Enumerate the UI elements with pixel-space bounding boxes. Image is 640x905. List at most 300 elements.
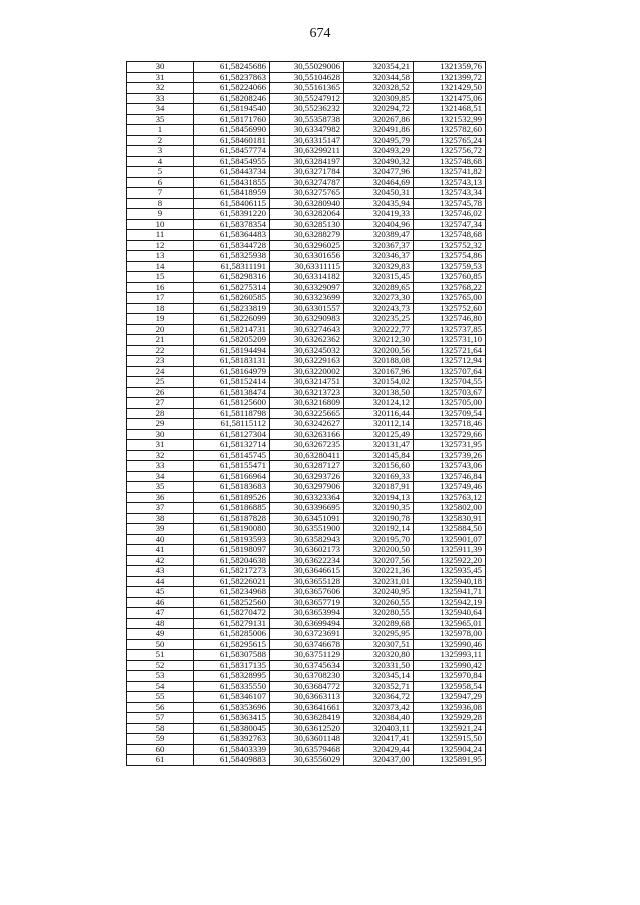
point-number-cell: 48 — [127, 618, 194, 629]
longitude-cell: 30,63723691 — [270, 629, 344, 640]
table-row — [127, 114, 486, 125]
x-coordinate-cell: 320495,79 — [344, 135, 414, 146]
longitude-cell: 30,63263166 — [270, 429, 344, 440]
latitude-cell: 61,58344728 — [194, 240, 270, 251]
point-number-cell: 51 — [127, 650, 194, 661]
y-coordinate-cell: 1325911,39 — [414, 545, 486, 556]
table-row — [127, 639, 486, 650]
x-coordinate-cell: 320429,44 — [344, 744, 414, 755]
latitude-cell: 61,58406115 — [194, 198, 270, 209]
table-row — [127, 156, 486, 167]
point-number-cell: 25 — [127, 377, 194, 388]
point-number-cell: 5 — [127, 167, 194, 178]
table-row — [127, 314, 486, 325]
table-row — [127, 471, 486, 482]
latitude-cell: 61,58443734 — [194, 167, 270, 178]
longitude-cell: 30,63262362 — [270, 335, 344, 346]
longitude-cell: 30,63242627 — [270, 419, 344, 430]
y-coordinate-cell: 1325746,84 — [414, 471, 486, 482]
x-coordinate-cell: 320367,37 — [344, 240, 414, 251]
longitude-cell: 30,55358738 — [270, 114, 344, 125]
longitude-cell: 30,63213723 — [270, 387, 344, 398]
latitude-cell: 61,58183683 — [194, 482, 270, 493]
x-coordinate-cell: 320240,95 — [344, 587, 414, 598]
longitude-cell: 30,63347982 — [270, 125, 344, 136]
y-coordinate-cell: 1325768,22 — [414, 282, 486, 293]
y-coordinate-cell: 1321475,06 — [414, 93, 486, 104]
latitude-cell: 61,58378354 — [194, 219, 270, 230]
latitude-cell: 61,58270472 — [194, 608, 270, 619]
point-number-cell: 46 — [127, 597, 194, 608]
longitude-cell: 30,63746678 — [270, 639, 344, 650]
point-number-cell: 57 — [127, 713, 194, 724]
x-coordinate-cell: 320491,86 — [344, 125, 414, 136]
x-coordinate-cell: 320435,94 — [344, 198, 414, 209]
x-coordinate-cell: 320131,47 — [344, 440, 414, 451]
table-row — [127, 429, 486, 440]
table-row — [127, 198, 486, 209]
latitude-cell: 61,58311191 — [194, 261, 270, 272]
latitude-cell: 61,58190080 — [194, 524, 270, 535]
longitude-cell: 30,55029006 — [270, 62, 344, 73]
point-number-cell: 22 — [127, 345, 194, 356]
x-coordinate-cell: 320477,96 — [344, 167, 414, 178]
longitude-cell: 30,63214751 — [270, 377, 344, 388]
page-number: 674 — [309, 26, 331, 41]
y-coordinate-cell: 1325707,64 — [414, 366, 486, 377]
latitude-cell: 61,58226021 — [194, 576, 270, 587]
longitude-cell: 30,63301557 — [270, 303, 344, 314]
table-row — [127, 702, 486, 713]
table-row — [127, 671, 486, 682]
latitude-cell: 61,58346107 — [194, 692, 270, 703]
longitude-cell: 30,63314182 — [270, 272, 344, 283]
table-row — [127, 335, 486, 346]
latitude-cell: 61,58460181 — [194, 135, 270, 146]
point-number-cell: 61 — [127, 755, 194, 766]
longitude-cell: 30,63708230 — [270, 671, 344, 682]
point-number-cell: 2 — [127, 135, 194, 146]
table-row — [127, 188, 486, 199]
point-number-cell: 15 — [127, 272, 194, 283]
point-number-cell: 13 — [127, 251, 194, 262]
longitude-cell: 30,63628419 — [270, 713, 344, 724]
longitude-cell: 30,63225665 — [270, 408, 344, 419]
table-row — [127, 62, 486, 73]
longitude-cell: 30,63657719 — [270, 597, 344, 608]
y-coordinate-cell: 1325721,64 — [414, 345, 486, 356]
point-number-cell: 49 — [127, 629, 194, 640]
longitude-cell: 30,63288279 — [270, 230, 344, 241]
latitude-cell: 61,58166964 — [194, 471, 270, 482]
y-coordinate-cell: 1321532,99 — [414, 114, 486, 125]
point-number-cell: 28 — [127, 408, 194, 419]
y-coordinate-cell: 1325749,46 — [414, 482, 486, 493]
point-number-cell: 38 — [127, 513, 194, 524]
y-coordinate-cell: 1325752,32 — [414, 240, 486, 251]
point-number-cell: 41 — [127, 545, 194, 556]
longitude-cell: 30,63556029 — [270, 755, 344, 766]
point-number-cell: 33 — [127, 93, 194, 104]
table-row — [127, 450, 486, 461]
latitude-cell: 61,58307588 — [194, 650, 270, 661]
point-number-cell: 32 — [127, 450, 194, 461]
table-row — [127, 755, 486, 766]
table-row — [127, 377, 486, 388]
x-coordinate-cell: 320373,42 — [344, 702, 414, 713]
point-number-cell: 59 — [127, 734, 194, 745]
x-coordinate-cell: 320289,65 — [344, 282, 414, 293]
longitude-cell: 30,63451091 — [270, 513, 344, 524]
longitude-cell: 30,63282064 — [270, 209, 344, 220]
x-coordinate-cell: 320307,51 — [344, 639, 414, 650]
point-number-cell: 8 — [127, 198, 194, 209]
point-number-cell: 43 — [127, 566, 194, 577]
table-row — [127, 251, 486, 262]
longitude-cell: 30,63699494 — [270, 618, 344, 629]
latitude-cell: 61,58431855 — [194, 177, 270, 188]
y-coordinate-cell: 1325921,24 — [414, 723, 486, 734]
table-row — [127, 566, 486, 577]
latitude-cell: 61,58127304 — [194, 429, 270, 440]
point-number-cell: 35 — [127, 114, 194, 125]
longitude-cell: 30,63646615 — [270, 566, 344, 577]
y-coordinate-cell: 1325712,94 — [414, 356, 486, 367]
y-coordinate-cell: 1325743,06 — [414, 461, 486, 472]
x-coordinate-cell: 320331,50 — [344, 660, 414, 671]
longitude-cell: 30,55161365 — [270, 83, 344, 94]
table-row — [127, 93, 486, 104]
y-coordinate-cell: 1325703,67 — [414, 387, 486, 398]
latitude-cell: 61,58403339 — [194, 744, 270, 755]
table-row — [127, 293, 486, 304]
y-coordinate-cell: 1321468,51 — [414, 104, 486, 115]
table-row — [127, 513, 486, 524]
longitude-cell: 30,63582943 — [270, 534, 344, 545]
latitude-cell: 61,58234968 — [194, 587, 270, 598]
latitude-cell: 61,58224066 — [194, 83, 270, 94]
latitude-cell: 61,58118798 — [194, 408, 270, 419]
latitude-cell: 61,58171760 — [194, 114, 270, 125]
x-coordinate-cell: 320195,70 — [344, 534, 414, 545]
coordinates-table — [126, 61, 486, 766]
y-coordinate-cell: 1325940,18 — [414, 576, 486, 587]
longitude-cell: 30,63216809 — [270, 398, 344, 409]
table-row — [127, 440, 486, 451]
point-number-cell: 37 — [127, 503, 194, 514]
latitude-cell: 61,58138474 — [194, 387, 270, 398]
longitude-cell: 30,63293726 — [270, 471, 344, 482]
table-row — [127, 482, 486, 493]
point-number-cell: 35 — [127, 482, 194, 493]
table-row — [127, 209, 486, 220]
y-coordinate-cell: 1325940,64 — [414, 608, 486, 619]
y-coordinate-cell: 1325709,54 — [414, 408, 486, 419]
x-coordinate-cell: 320464,69 — [344, 177, 414, 188]
y-coordinate-cell: 1325748,68 — [414, 156, 486, 167]
point-number-cell: 4 — [127, 156, 194, 167]
table-row — [127, 503, 486, 514]
point-number-cell: 58 — [127, 723, 194, 734]
x-coordinate-cell: 320187,91 — [344, 482, 414, 493]
y-coordinate-cell: 1325891,95 — [414, 755, 486, 766]
latitude-cell: 61,58187828 — [194, 513, 270, 524]
x-coordinate-cell: 320294,72 — [344, 104, 414, 115]
table-row — [127, 104, 486, 115]
x-coordinate-cell: 320212,30 — [344, 335, 414, 346]
longitude-cell: 30,63311115 — [270, 261, 344, 272]
table-row — [127, 597, 486, 608]
latitude-cell: 61,58285006 — [194, 629, 270, 640]
longitude-cell: 30,63601148 — [270, 734, 344, 745]
point-number-cell: 29 — [127, 419, 194, 430]
y-coordinate-cell: 1325752,60 — [414, 303, 486, 314]
point-number-cell: 40 — [127, 534, 194, 545]
longitude-cell: 30,63301656 — [270, 251, 344, 262]
latitude-cell: 61,58186885 — [194, 503, 270, 514]
point-number-cell: 34 — [127, 471, 194, 482]
point-number-cell: 3 — [127, 146, 194, 157]
longitude-cell: 30,63274643 — [270, 324, 344, 335]
y-coordinate-cell: 1325990,46 — [414, 639, 486, 650]
longitude-cell: 30,63285130 — [270, 219, 344, 230]
longitude-cell: 30,63296025 — [270, 240, 344, 251]
latitude-cell: 61,58325938 — [194, 251, 270, 262]
y-coordinate-cell: 1325782,60 — [414, 125, 486, 136]
longitude-cell: 30,63280940 — [270, 198, 344, 209]
x-coordinate-cell: 320280,55 — [344, 608, 414, 619]
table-row — [127, 219, 486, 230]
longitude-cell: 30,63551900 — [270, 524, 344, 535]
x-coordinate-cell: 320344,58 — [344, 72, 414, 83]
point-number-cell: 50 — [127, 639, 194, 650]
longitude-cell: 30,63655128 — [270, 576, 344, 587]
x-coordinate-cell: 320231,01 — [344, 576, 414, 587]
latitude-cell: 61,58295615 — [194, 639, 270, 650]
table-row — [127, 734, 486, 745]
x-coordinate-cell: 320352,71 — [344, 681, 414, 692]
point-number-cell: 10 — [127, 219, 194, 230]
longitude-cell: 30,63267235 — [270, 440, 344, 451]
point-number-cell: 55 — [127, 692, 194, 703]
x-coordinate-cell: 320260,55 — [344, 597, 414, 608]
x-coordinate-cell: 320354,21 — [344, 62, 414, 73]
point-number-cell: 53 — [127, 671, 194, 682]
longitude-cell: 30,63684772 — [270, 681, 344, 692]
table-row — [127, 650, 486, 661]
x-coordinate-cell: 320192,14 — [344, 524, 414, 535]
table-row — [127, 324, 486, 335]
x-coordinate-cell: 320289,68 — [344, 618, 414, 629]
latitude-cell: 61,58217273 — [194, 566, 270, 577]
y-coordinate-cell: 1325743,34 — [414, 188, 486, 199]
table-row — [127, 408, 486, 419]
x-coordinate-cell: 320403,11 — [344, 723, 414, 734]
point-number-cell: 16 — [127, 282, 194, 293]
x-coordinate-cell: 320145,84 — [344, 450, 414, 461]
y-coordinate-cell: 1325739,26 — [414, 450, 486, 461]
table-row — [127, 230, 486, 241]
latitude-cell: 61,58233819 — [194, 303, 270, 314]
point-number-cell: 23 — [127, 356, 194, 367]
y-coordinate-cell: 1325765,24 — [414, 135, 486, 146]
latitude-cell: 61,58194494 — [194, 345, 270, 356]
table-row — [127, 167, 486, 178]
y-coordinate-cell: 1325705,00 — [414, 398, 486, 409]
y-coordinate-cell: 1325754,86 — [414, 251, 486, 262]
x-coordinate-cell: 320384,40 — [344, 713, 414, 724]
table-row — [127, 629, 486, 640]
longitude-cell: 30,63315147 — [270, 135, 344, 146]
table-row — [127, 608, 486, 619]
latitude-cell: 61,58328995 — [194, 671, 270, 682]
x-coordinate-cell: 320364,72 — [344, 692, 414, 703]
point-number-cell: 39 — [127, 524, 194, 535]
point-number-cell: 56 — [127, 702, 194, 713]
longitude-cell: 30,63663113 — [270, 692, 344, 703]
y-coordinate-cell: 1325958,54 — [414, 681, 486, 692]
point-number-cell: 27 — [127, 398, 194, 409]
x-coordinate-cell: 320200,56 — [344, 345, 414, 356]
point-number-cell: 33 — [127, 461, 194, 472]
latitude-cell: 61,58208246 — [194, 93, 270, 104]
y-coordinate-cell: 1325745,78 — [414, 198, 486, 209]
table-row — [127, 345, 486, 356]
x-coordinate-cell: 320125,49 — [344, 429, 414, 440]
x-coordinate-cell: 320328,52 — [344, 83, 414, 94]
longitude-cell: 30,63275765 — [270, 188, 344, 199]
point-number-cell: 21 — [127, 335, 194, 346]
table-row — [127, 419, 486, 430]
table-row — [127, 744, 486, 755]
y-coordinate-cell: 1325746,80 — [414, 314, 486, 325]
x-coordinate-cell: 320221,36 — [344, 566, 414, 577]
latitude-cell: 61,58237863 — [194, 72, 270, 83]
y-coordinate-cell: 1325935,45 — [414, 566, 486, 577]
x-coordinate-cell: 320167,96 — [344, 366, 414, 377]
point-number-cell: 7 — [127, 188, 194, 199]
y-coordinate-cell: 1325746,02 — [414, 209, 486, 220]
table-row — [127, 398, 486, 409]
point-number-cell: 30 — [127, 62, 194, 73]
latitude-cell: 61,58456990 — [194, 125, 270, 136]
latitude-cell: 61,58226099 — [194, 314, 270, 325]
longitude-cell: 30,63745634 — [270, 660, 344, 671]
latitude-cell: 61,58380045 — [194, 723, 270, 734]
y-coordinate-cell: 1325704,55 — [414, 377, 486, 388]
latitude-cell: 61,58363415 — [194, 713, 270, 724]
x-coordinate-cell: 320404,96 — [344, 219, 414, 230]
y-coordinate-cell: 1325747,34 — [414, 219, 486, 230]
x-coordinate-cell: 320112,14 — [344, 419, 414, 430]
longitude-cell: 30,63329097 — [270, 282, 344, 293]
y-coordinate-cell: 1325731,95 — [414, 440, 486, 451]
point-number-cell: 42 — [127, 555, 194, 566]
table-row — [127, 272, 486, 283]
y-coordinate-cell: 1321359,76 — [414, 62, 486, 73]
table-row — [127, 534, 486, 545]
table-row — [127, 461, 486, 472]
latitude-cell: 61,58204638 — [194, 555, 270, 566]
longitude-cell: 30,63622234 — [270, 555, 344, 566]
y-coordinate-cell: 1325731,10 — [414, 335, 486, 346]
latitude-cell: 61,58115112 — [194, 419, 270, 430]
table-row — [127, 545, 486, 556]
y-coordinate-cell: 1325765,00 — [414, 293, 486, 304]
x-coordinate-cell: 320490,32 — [344, 156, 414, 167]
y-coordinate-cell: 1325884,50 — [414, 524, 486, 535]
table-row — [127, 713, 486, 724]
x-coordinate-cell: 320243,73 — [344, 303, 414, 314]
table-row — [127, 692, 486, 703]
x-coordinate-cell: 320329,83 — [344, 261, 414, 272]
table-row — [127, 125, 486, 136]
longitude-cell: 30,63287127 — [270, 461, 344, 472]
x-coordinate-cell: 320207,56 — [344, 555, 414, 566]
x-coordinate-cell: 320419,33 — [344, 209, 414, 220]
x-coordinate-cell: 320417,41 — [344, 734, 414, 745]
latitude-cell: 61,58164979 — [194, 366, 270, 377]
coordinates-table-body — [127, 62, 486, 766]
y-coordinate-cell: 1321399,72 — [414, 72, 486, 83]
y-coordinate-cell: 1325978,00 — [414, 629, 486, 640]
latitude-cell: 61,58183131 — [194, 356, 270, 367]
longitude-cell: 30,63220002 — [270, 366, 344, 377]
point-number-cell: 54 — [127, 681, 194, 692]
y-coordinate-cell: 1325743,13 — [414, 177, 486, 188]
table-row — [127, 618, 486, 629]
latitude-cell: 61,58214731 — [194, 324, 270, 335]
latitude-cell: 61,58189526 — [194, 492, 270, 503]
y-coordinate-cell: 1325756,72 — [414, 146, 486, 157]
longitude-cell: 30,63290983 — [270, 314, 344, 325]
x-coordinate-cell: 320156,60 — [344, 461, 414, 472]
y-coordinate-cell: 1325922,20 — [414, 555, 486, 566]
latitude-cell: 61,58353696 — [194, 702, 270, 713]
latitude-cell: 61,58409883 — [194, 755, 270, 766]
point-number-cell: 31 — [127, 440, 194, 451]
x-coordinate-cell: 320222,77 — [344, 324, 414, 335]
table-row — [127, 135, 486, 146]
y-coordinate-cell: 1325748,68 — [414, 230, 486, 241]
table-row — [127, 366, 486, 377]
longitude-cell: 30,63297906 — [270, 482, 344, 493]
y-coordinate-cell: 1325760,85 — [414, 272, 486, 283]
point-number-cell: 31 — [127, 72, 194, 83]
point-number-cell: 1 — [127, 125, 194, 136]
table-row — [127, 303, 486, 314]
x-coordinate-cell: 320116,44 — [344, 408, 414, 419]
point-number-cell: 20 — [127, 324, 194, 335]
y-coordinate-cell: 1325915,50 — [414, 734, 486, 745]
latitude-cell: 61,58132714 — [194, 440, 270, 451]
x-coordinate-cell: 320124,12 — [344, 398, 414, 409]
longitude-cell: 30,63653994 — [270, 608, 344, 619]
latitude-cell: 61,58155471 — [194, 461, 270, 472]
table-row — [127, 72, 486, 83]
point-number-cell: 12 — [127, 240, 194, 251]
longitude-cell: 30,63280411 — [270, 450, 344, 461]
point-number-cell: 32 — [127, 83, 194, 94]
x-coordinate-cell: 320190,35 — [344, 503, 414, 514]
longitude-cell: 30,55236232 — [270, 104, 344, 115]
x-coordinate-cell: 320346,37 — [344, 251, 414, 262]
x-coordinate-cell: 320450,31 — [344, 188, 414, 199]
x-coordinate-cell: 320309,85 — [344, 93, 414, 104]
point-number-cell: 30 — [127, 429, 194, 440]
x-coordinate-cell: 320295,95 — [344, 629, 414, 640]
x-coordinate-cell: 320190,78 — [344, 513, 414, 524]
